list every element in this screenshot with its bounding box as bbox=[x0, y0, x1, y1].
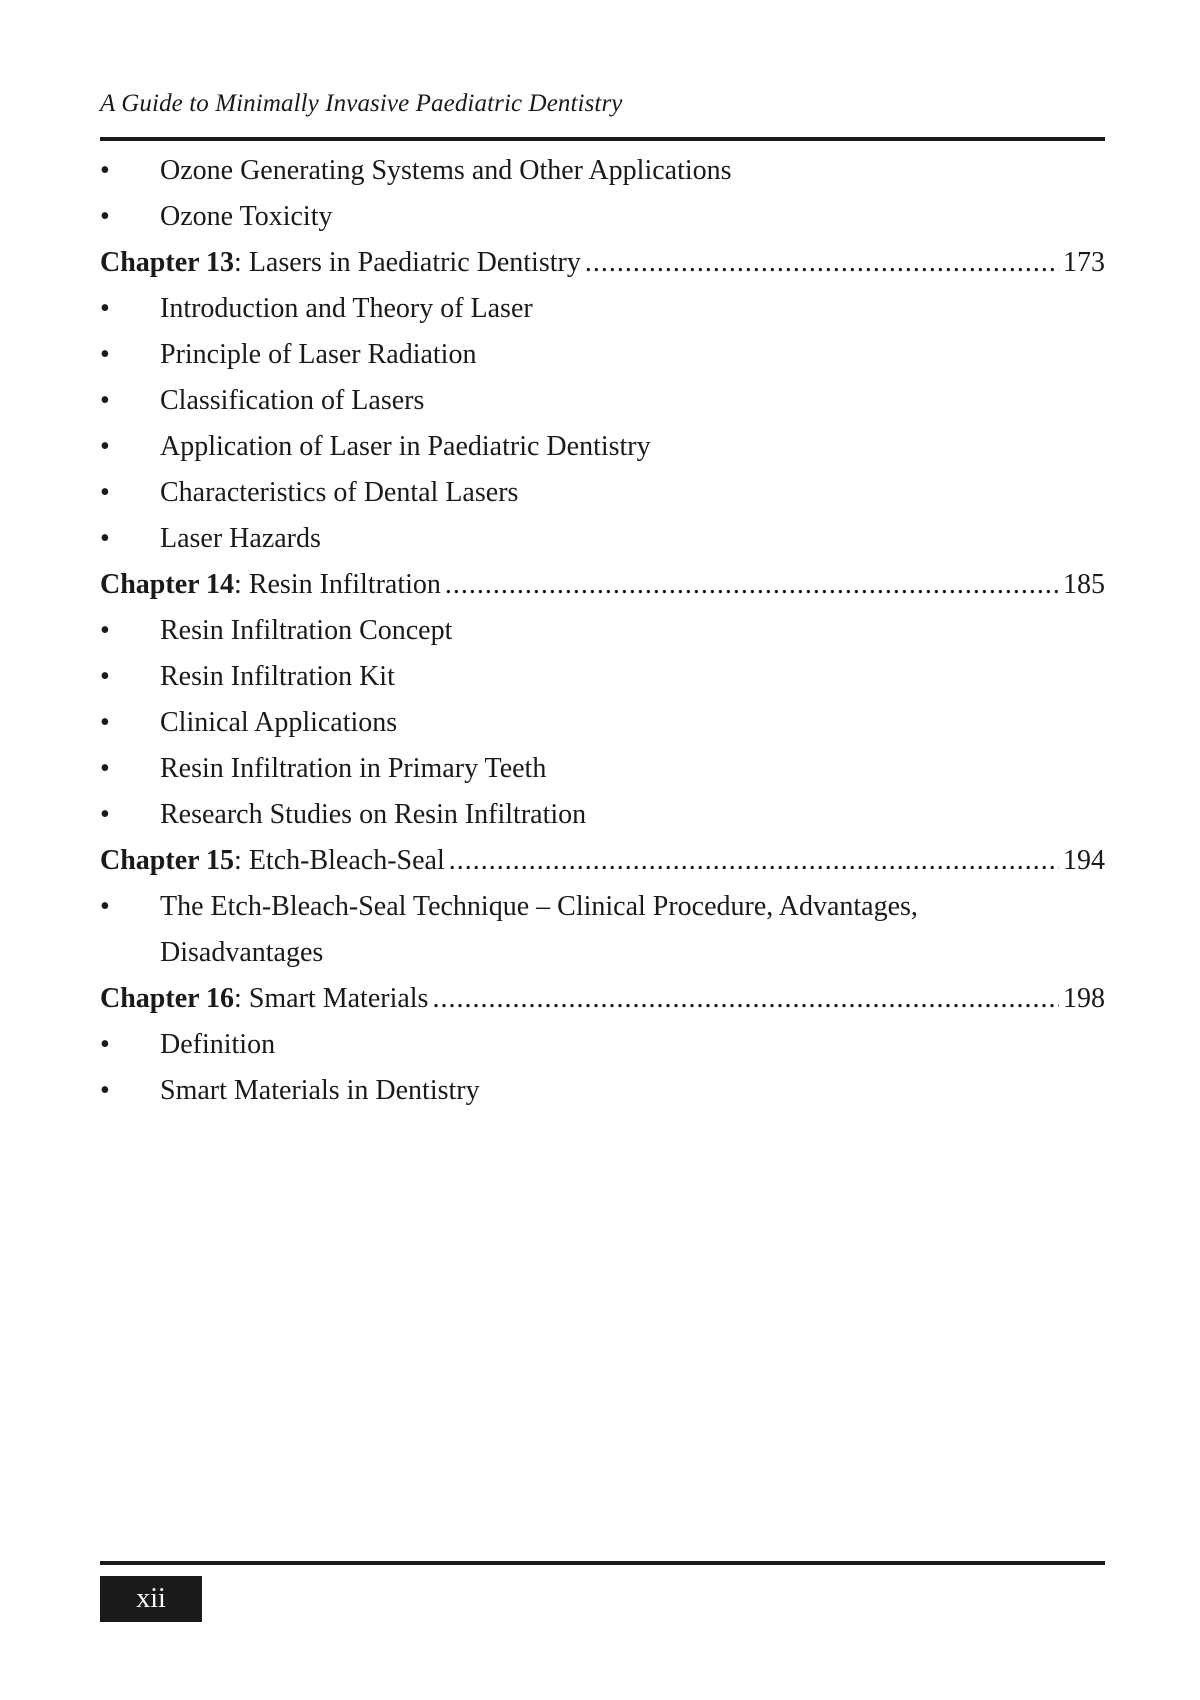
toc-chapter-entry bbox=[100, 976, 1105, 1022]
chapter-page-number: 198 bbox=[1063, 983, 1105, 1014]
page-number-folio: xii bbox=[100, 1576, 202, 1622]
toc-topic-item bbox=[100, 148, 1105, 194]
toc-chapter-entry bbox=[100, 838, 1105, 884]
toc-chapter-entry bbox=[100, 562, 1105, 608]
toc-topic-item bbox=[100, 884, 1105, 930]
footer-rule bbox=[100, 1561, 1105, 1565]
topic-text: Laser Hazards bbox=[160, 523, 321, 554]
toc-topic-item bbox=[100, 516, 1105, 562]
bullet-icon: • bbox=[100, 431, 110, 462]
topic-text: Principle of Laser Radiation bbox=[160, 339, 477, 370]
toc-topic-item bbox=[100, 700, 1105, 746]
dot-leader bbox=[432, 976, 1059, 1022]
topic-text: Characteristics of Dental Lasers bbox=[160, 477, 519, 508]
topic-text: The Etch-Bleach-Seal Technique – Clinical Procedure, Advantages, bbox=[160, 891, 918, 922]
topic-text: Definition bbox=[160, 1029, 276, 1060]
toc-topic-item bbox=[100, 746, 1105, 792]
topic-text: Classification of Lasers bbox=[160, 385, 425, 416]
chapter-title: Smart Materials bbox=[248, 983, 429, 1014]
chapter-label: Chapter 14 bbox=[100, 569, 235, 600]
bullet-icon: • bbox=[100, 661, 110, 692]
bullet-icon: • bbox=[100, 293, 110, 324]
toc-topic-item bbox=[100, 424, 1105, 470]
chapter-label: Chapter 13 bbox=[100, 247, 235, 278]
bullet-icon: • bbox=[100, 799, 110, 830]
chapter-page-number: 185 bbox=[1063, 569, 1105, 600]
topic-text: Resin Infiltration in Primary Teeth bbox=[160, 753, 547, 784]
topic-text: Application of Laser in Paediatric Dentistry bbox=[160, 431, 651, 462]
bullet-icon: • bbox=[100, 707, 110, 738]
chapter-colon: : bbox=[234, 569, 249, 600]
toc-topic-item bbox=[100, 332, 1105, 378]
topic-text: Resin Infiltration Concept bbox=[160, 615, 453, 646]
toc-topic-item bbox=[100, 608, 1105, 654]
header-rule bbox=[100, 137, 1105, 141]
running-head: A Guide to Minimally Invasive Paediatric Dentistry bbox=[100, 90, 623, 117]
toc-topic-item bbox=[100, 286, 1105, 332]
toc-topic-item bbox=[100, 1068, 1105, 1114]
bullet-icon: • bbox=[100, 891, 110, 922]
dot-leader bbox=[445, 562, 1059, 608]
chapter-colon: : bbox=[234, 845, 249, 876]
chapter-title: Etch-Bleach-Seal bbox=[248, 845, 445, 876]
chapter-title: Lasers in Paediatric Dentistry bbox=[248, 247, 581, 278]
chapter-page-number: 173 bbox=[1063, 247, 1105, 278]
topic-text: Research Studies on Resin Infiltration bbox=[160, 799, 587, 830]
topic-text: Clinical Applications bbox=[160, 707, 398, 738]
bullet-icon: • bbox=[100, 201, 110, 232]
toc-topic-continuation bbox=[100, 930, 1105, 976]
toc-topic-item bbox=[100, 1022, 1105, 1068]
toc-topic-item bbox=[100, 654, 1105, 700]
chapter-colon: : bbox=[234, 247, 249, 278]
chapter-colon: : bbox=[234, 983, 249, 1014]
bullet-icon: • bbox=[100, 477, 110, 508]
bullet-icon: • bbox=[100, 339, 110, 370]
topic-text: Ozone Generating Systems and Other Applications bbox=[160, 155, 732, 186]
chapter-title: Resin Infiltration bbox=[248, 569, 441, 600]
bullet-icon: • bbox=[100, 523, 110, 554]
bullet-icon: • bbox=[100, 615, 110, 646]
bullet-icon: • bbox=[100, 753, 110, 784]
chapter-page-number: 194 bbox=[1063, 845, 1105, 876]
topic-text: Disadvantages bbox=[160, 937, 324, 968]
chapter-label: Chapter 15 bbox=[100, 845, 235, 876]
topic-text: Smart Materials in Dentistry bbox=[160, 1075, 480, 1106]
toc-topic-item bbox=[100, 470, 1105, 516]
chapter-label: Chapter 16 bbox=[100, 983, 235, 1014]
bullet-icon: • bbox=[100, 1075, 110, 1106]
dot-leader bbox=[449, 838, 1059, 884]
bullet-icon: • bbox=[100, 155, 110, 186]
toc-chapter-entry bbox=[100, 240, 1105, 286]
toc-topic-item bbox=[100, 378, 1105, 424]
topic-text: Resin Infiltration Kit bbox=[160, 661, 395, 692]
bullet-icon: • bbox=[100, 1029, 110, 1060]
table-of-contents bbox=[100, 148, 1105, 1114]
dot-leader bbox=[585, 240, 1059, 286]
topic-text: Introduction and Theory of Laser bbox=[160, 293, 533, 324]
toc-topic-item bbox=[100, 194, 1105, 240]
toc-topic-item bbox=[100, 792, 1105, 838]
bullet-icon: • bbox=[100, 385, 110, 416]
topic-text: Ozone Toxicity bbox=[160, 201, 333, 232]
